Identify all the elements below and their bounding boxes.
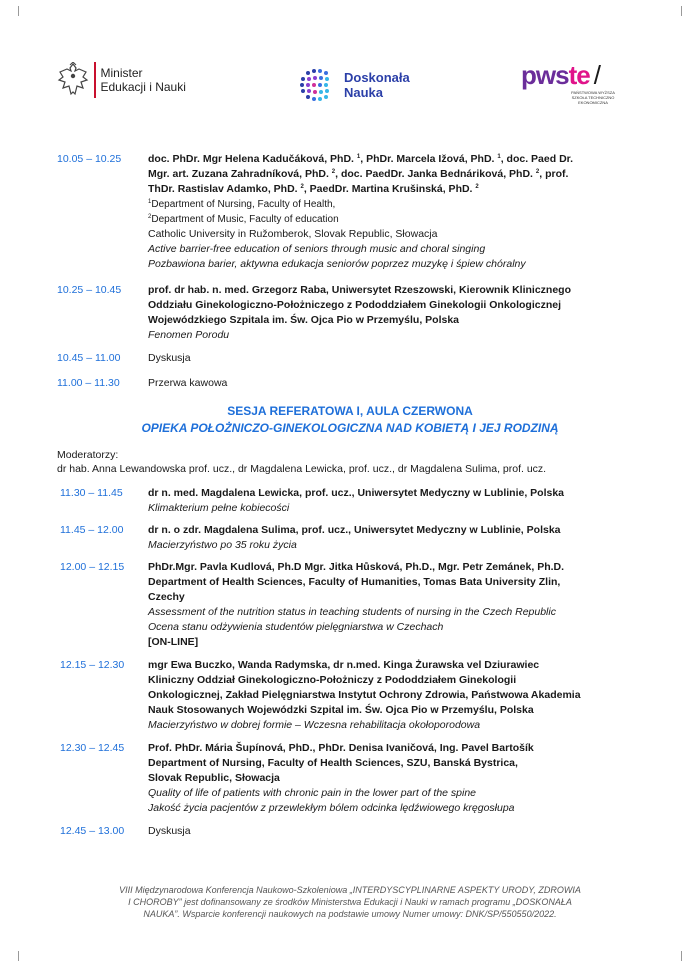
author-line: Onkologicznej, Zakład Pielęgniarstwa Instytut Ochrony Zdrowia, Państwowa Akademia [148,689,581,701]
pwste-logo [521,60,615,105]
talk-title: Macierzyństwo po 35 roku życia [148,539,297,551]
authors-line: Mgr. art. Zuzana Zahradníková, PhD. $^2$, doc. PaedDr. Janka Bednáriková, PhD. $^2$, prof. [148,168,569,180]
talk-title: Pozbawiona barier, aktywna edukacja seniorów poprzez muzykę i śpiew chóralny [148,258,526,270]
ministry-logo-bar [94,62,96,98]
author-line: Department of Health Sciences, Faculty of Humanities, Tomas Bata University Zlin, [148,576,561,588]
ministry-logo-line1: Minister [100,66,143,80]
author-line: Kliniczny Oddział Ginekologiczno-Położniczy z Pododdziałem Ginekologii [148,674,517,686]
pwste-subtitle: PAŃSTWOWA WYŻSZA SZKOŁA TECHNICZNO EKONOMICZNA [571,90,615,105]
dn-logo-line1: Doskonała [344,70,410,85]
talk-title: Ocena stanu odżywienia studentów pielęgniarstwa w Czechach [148,621,444,633]
institution-line: Catholic University in Ružomberok, Slovak Republic, Słowacja [148,228,438,240]
footer-line: NAUKA”. Wsparcie konferencji naukowych na podstawie umowy Numer umowy: DNK/SP/550550/2022. [143,909,557,919]
author-line: Prof. PhDr. Mária Šupínová, PhD., PhDr. Denisa Ivaničová, Ing. Pavel Bartošík [148,742,534,754]
author-line: Oddziału Ginekologiczno-Położniczego z Pododdziałem Ginekologii Onkologicznej [148,299,562,311]
ministry-logo-line2: Edukacji i Nauki [100,80,186,94]
talk-title: Active barrier-free education of seniors through music and choral singing [148,243,486,255]
dot-grid-icon [298,68,338,102]
crop-mark [8,6,19,16]
time-slot: 12.45 – 13.00 [60,825,125,837]
crop-mark [681,6,692,16]
author-line: dr n. med. Magdalena Lewicka, prof. ucz., Uniwersytet Medyczny w Lublinie, Polska [148,487,565,499]
talk-title: Quality of life of patients with chronic pain in the lower part of the spine [148,787,477,799]
footer-line: VIII Międzynarodowa Konferencja Naukowo-Szkoleniowa „INTERDYSCYPLINARNE ASPEKTY URODY, ZDROWIA [119,885,581,895]
session-header [0,403,700,437]
time-slot: 11.00 – 11.30 [57,377,120,389]
online-note: [ON-LINE] [148,636,199,648]
affiliation-line: $^2$Department of Music, Faculty of education [148,214,339,225]
pwste-mark: pwste [521,60,590,90]
footer-line: I CHOROBY” jest dofinansowany ze środków Ministerstwa Edukacji i Nauki w ramach programu „DOSKONAŁA [128,897,572,907]
authors-line: doc. PhDr. Mgr Helena Kadučáková, PhD. $^1$, PhDr. Marcela Ižová, PhD. $^1$, doc. Paed Dr. [148,153,574,165]
author-line: Slovak Republic, Słowacja [148,772,280,784]
moderators-list: dr hab. Anna Lewandowska prof. ucz., dr Magdalena Lewicka, prof. ucz., dr Magdalena Sulima, prof. ucz. [57,463,547,475]
author-line: prof. dr hab. n. med. Grzegorz Raba, Uniwersytet Rzeszowski, Kierownik Klinicznego [148,284,571,296]
author-line: mgr Ewa Buczko, Wanda Radymska, dr n.med. Kinga Żurawska vel Dziurawiec [148,659,540,671]
dn-logo-line2: Nauka [344,85,384,100]
author-line: Department of Nursing, Faculty of Health Sciences, SZU, Banská Bystrica, [148,757,518,769]
time-slot: 10.45 – 11.00 [57,352,121,364]
authors-line: ThDr. Rastislav Adamko, PhD. $^2$, PaedDr. Martina Krušinská, PhD. $^2$ [148,183,479,195]
crop-mark [681,951,692,961]
moderators-label: Moderatorzy: [57,449,119,461]
ministry-logo [56,62,186,98]
eagle-emblem-icon [56,62,90,98]
time-slot: 10.05 – 10.25 [57,153,122,165]
discussion-label: Dyskusja [148,825,191,837]
discussion-label: Dyskusja [148,352,191,364]
time-slot: 10.25 – 10.45 [57,284,122,296]
time-slot: 11.45 – 12.00 [60,524,124,536]
talk-title: Klimakterium pełne kobiecości [148,502,290,514]
author-line: Czechy [148,591,185,603]
time-slot: 12.30 – 12.45 [60,742,125,754]
author-line: Wojewódzkiego Szpitala im. Św. Ojca Pio w Przemyślu, Polska [148,314,460,326]
time-slot: 11.30 – 11.45 [60,487,123,499]
author-line: Nauk Stosowanych Wojewódzki Szpital im. Św. Ojca Pio w Przemyślu, Polska [148,704,534,716]
session-subtitle: OPIEKA POŁOŻNICZO-GINEKOLOGICZNA NAD KOBIETĄ I JEJ RODZINĄ [141,421,559,435]
talk-title: Assessment of the nutrition status in teaching students of nursing in the Czech Republic [148,606,556,618]
author-line: PhDr.Mgr. Pavla Kudlová, Ph.D Mgr. Jitka Hůsková, Ph.D., Mgr. Petr Zemánek, Ph.D. [148,561,565,573]
talk-title: Jakość życia pacjentów z przewlekłym bólem odcinka lędźwiowego kręgosłupa [148,802,515,814]
talk-title: Macierzyństwo w dobrej formie – Wczesna rehabilitacja okołoporodowa [148,719,481,731]
crop-mark [8,951,19,961]
time-slot: 12.15 – 12.30 [60,659,125,671]
break-label: Przerwa kawowa [148,377,228,389]
doskonala-nauka-logo [298,68,410,102]
funding-footer [40,884,660,920]
session-title: SESJA REFERATOWA I, AULA CZERWONA [227,404,473,418]
talk-title: Fenomen Porodu [148,329,230,341]
pwste-slash: / [593,60,600,90]
author-line: dr n. o zdr. Magdalena Sulima, prof. ucz., Uniwersytet Medyczny w Lublinie, Polska [148,524,561,536]
affiliation-line: $^1$Department of Nursing, Faculty of Health, [148,199,336,210]
time-slot: 12.00 – 12.15 [60,561,125,573]
